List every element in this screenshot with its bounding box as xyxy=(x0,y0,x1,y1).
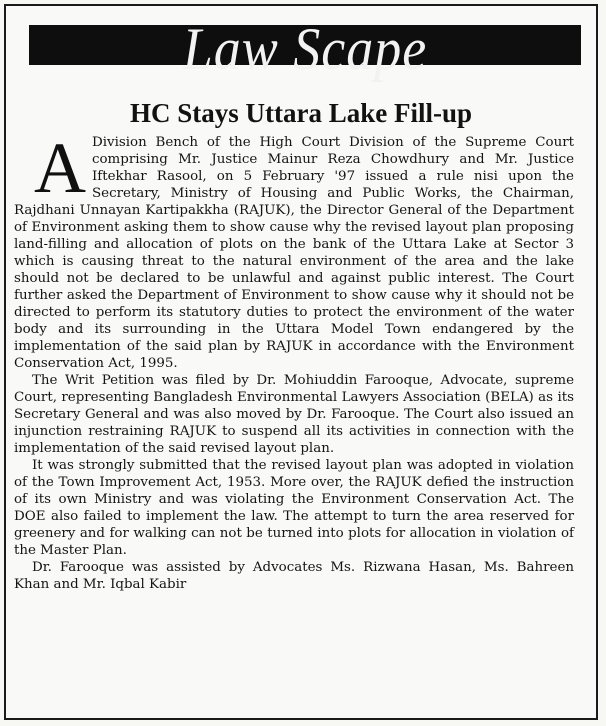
drop-cap: A xyxy=(34,128,86,208)
article-frame xyxy=(4,4,598,720)
article-body xyxy=(14,128,574,593)
paragraph-3: It was strongly submitted that the revised layout plan was adopted in violation of the Town Improvement Act, 1953. More over, the RAJUK defied the instruction of its own Ministry and was violating the Environment Conservation Act. The DOE also failed to implement the law. The attempt to turn the area reserved for greenery and for walking can not be turned into plots for allocation in violation of the Master Plan. xyxy=(14,458,574,558)
section-title: Law Scape xyxy=(182,15,428,83)
headline: HC Stays Uttara Lake Fill-up xyxy=(129,98,472,128)
paragraph-2: The Writ Petition was filed by Dr. Mohiuddin Farooque, Advocate, supreme Court, representing Bangladesh Environmental Lawyers Association (BELA) as its Secretary General and was also moved by Dr. Farooque. The Court also issued an injunction restraining RAJUK to suspend all its activities in connection with the implementation of the said revised layout plan. xyxy=(14,373,574,456)
paragraph-1-text: Division Bench of the High Court Division of the Supreme Court comprising Mr. Justice Mainur Reza Chowdhury and Mr. Justice Iftekhar Rasool, on 5 February '97 issued a rule nisi upon the Secretary, Ministry of Housing and Public Works, the Chairman, Rajdhani Unnayan Kartipakkha (RAJUK), the Director General of the Department of Environment asking them to show cause why the revised layout plan proposing land-filling and allocation of plots on the bank of the Uttara Lake at Sector 3 which is causing threat to the natural environment of the area and the lake should not be declared to be unlawful and against public interest. The Court further asked the Department of Environment to show cause why it should not be directed to perform its statutory duties to protect the environment of the water body and its surrounding in the Uttara Model Town endangered by the implementation of the said plan by RAJUK in accordance with the Environment Conservation Act, 1995. xyxy=(14,135,574,371)
paragraph-4: Dr. Farooque was assisted by Advocates Ms. Rizwana Hasan, Ms. Bahreen Khan and Mr. Iqbal Kabir xyxy=(14,560,574,592)
section-banner xyxy=(29,15,581,83)
paragraph-1 xyxy=(14,128,574,372)
